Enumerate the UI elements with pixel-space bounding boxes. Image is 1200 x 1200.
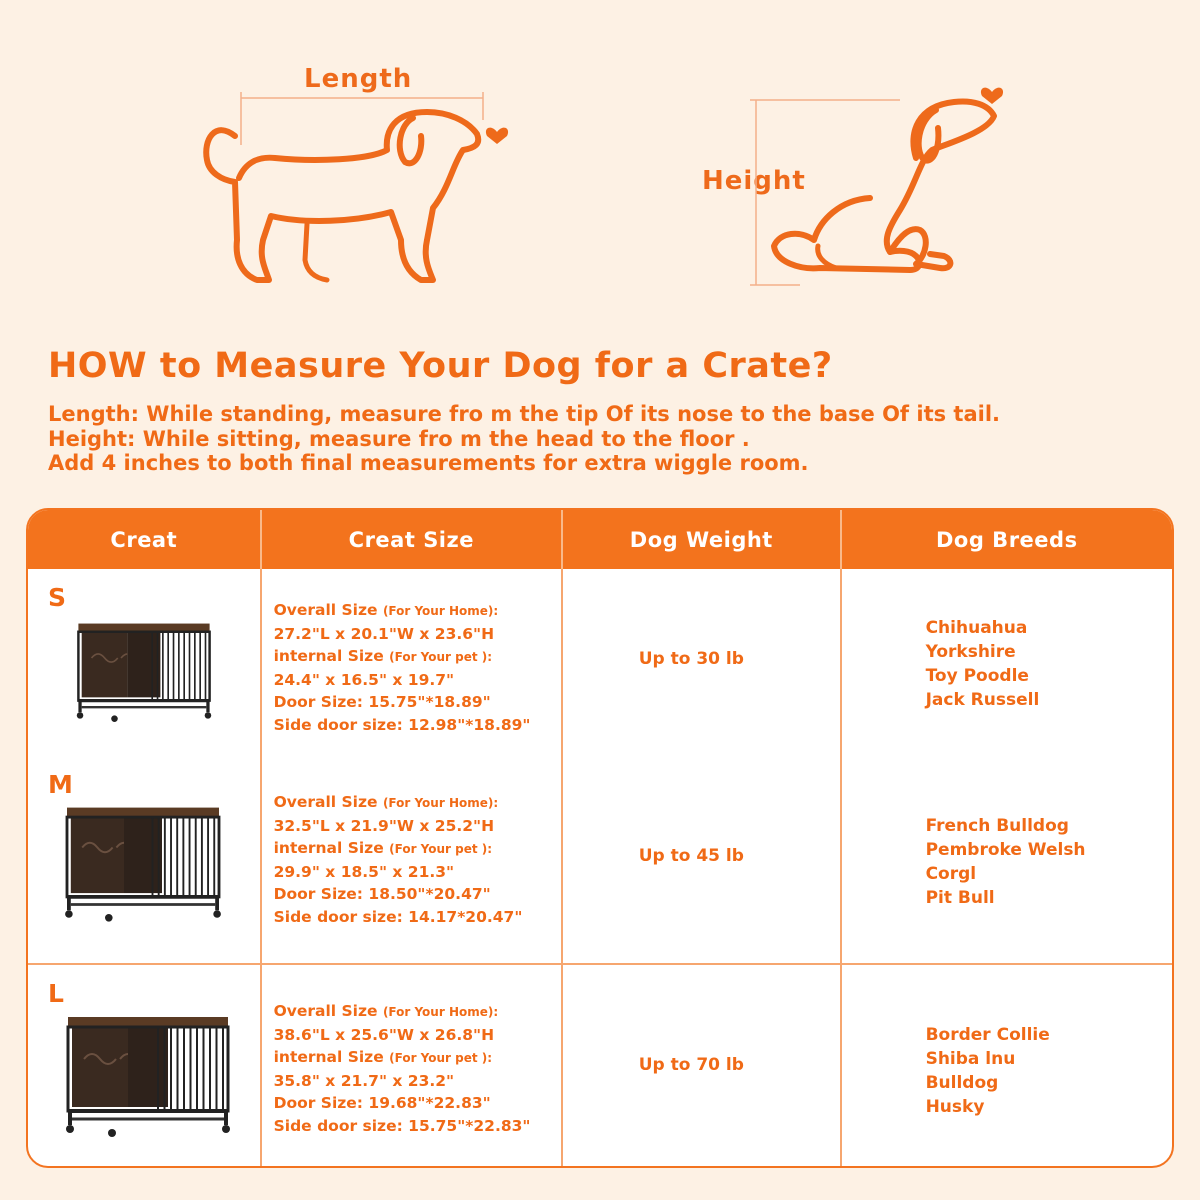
instruction-length: Length: While standing, measure fro m the tip Of its nose to the base Of its tail.	[48, 402, 1001, 426]
dog-weight-cell	[563, 965, 842, 1168]
side-door-size: Side door size: 14.17*20.47"	[273, 907, 523, 926]
breed-item: Bulldog	[925, 1073, 999, 1093]
dog-breeds-cell	[842, 965, 1172, 1168]
internal-size-label: internal Size	[273, 647, 384, 665]
overall-size-label: Overall Size	[273, 1002, 378, 1020]
overall-size-note: (For Your Home):	[382, 1005, 499, 1019]
sitting-dog-icon	[740, 80, 1030, 295]
crate-size-letter: L	[48, 979, 64, 1008]
overall-dims: 38.6"L x 25.6"W x 26.8"H	[273, 1025, 495, 1044]
breed-item: Toy Poodle	[925, 666, 1029, 686]
breed-item: Shiba lnu	[925, 1049, 1016, 1069]
header-dog-breeds: Dog Breeds	[935, 527, 1078, 552]
crate-cell	[28, 569, 262, 756]
dog-weight-cell	[563, 569, 842, 756]
breed-item: Jack Russell	[925, 690, 1040, 710]
crate-spec	[274, 1000, 531, 1137]
crate-furniture-icon	[62, 617, 226, 724]
overall-size-note: (For Your Home):	[382, 604, 499, 618]
breed-item: Husky	[925, 1097, 985, 1117]
dog-breeds-list	[926, 1023, 1050, 1119]
internal-size-note: (For Your pet ):	[389, 650, 493, 664]
breed-item: Border Collie	[925, 1025, 1050, 1045]
side-door-size: Side door size: 15.75"*22.83"	[273, 1116, 531, 1135]
heart-icon	[486, 128, 508, 144]
header-creat: Creat	[28, 510, 262, 569]
dog-weight: Up to 30 lb	[638, 649, 744, 669]
overall-size-note: (For Your Home):	[382, 796, 499, 810]
table-row	[28, 756, 1172, 963]
instruction-extra: Add 4 inches to both final measurements for extra wiggle room.	[48, 451, 809, 475]
overall-dims: 32.5"L x 21.9"W x 25.2"H	[273, 816, 495, 835]
breed-item: Pit Bull	[925, 888, 995, 908]
length-label: Length	[304, 64, 413, 94]
crate-size-cell	[262, 569, 563, 756]
door-size: Door Size: 18.50"*20.47"	[273, 885, 491, 903]
crate-furniture-icon	[48, 800, 238, 924]
internal-dims: 29.9" x 18.5" x 21.3"	[273, 862, 455, 881]
instruction-height: Height: While sitting, measure fro m the head to the floor .	[48, 426, 750, 451]
dog-breeds-cell	[842, 569, 1172, 756]
breed-item: French Bulldog	[925, 816, 1069, 836]
measure-instructions	[48, 402, 1000, 476]
breed-item: Pembroke Welsh	[925, 840, 1086, 860]
door-size: Door Size: 19.68"*22.83"	[273, 1094, 491, 1112]
dog-breeds-list	[926, 814, 1086, 910]
crate-cell	[28, 965, 262, 1168]
crate-furniture-icon	[48, 1009, 248, 1139]
internal-size-note: (For Your pet ):	[389, 842, 493, 856]
internal-size-label: internal Size	[273, 1048, 384, 1066]
dog-breeds-cell	[842, 756, 1172, 963]
dog-weight: Up to 45 lb	[638, 846, 744, 866]
crate-size-cell	[262, 965, 563, 1168]
header-dog-weight: Dog Weight	[563, 510, 842, 569]
dog-weight-cell	[563, 756, 842, 963]
crate-spec	[274, 599, 531, 736]
overall-size-label: Overall Size	[273, 601, 378, 619]
standing-dog-icon	[195, 90, 525, 290]
overall-size-label: Overall Size	[273, 793, 378, 811]
crate-size-letter: S	[48, 583, 67, 612]
table-row	[28, 569, 1172, 756]
page-title: HOW to Measure Your Dog for a Crate?	[48, 346, 833, 386]
internal-size-note: (For Your pet ):	[389, 1051, 493, 1065]
table-row	[28, 963, 1172, 1168]
table-header	[28, 510, 1172, 569]
dog-breeds-list	[926, 616, 1040, 712]
dog-weight: Up to 70 lb	[638, 1055, 744, 1075]
breed-item: Chihuahua	[925, 618, 1028, 638]
overall-dims: 27.2"L x 20.1"W x 23.6"H	[273, 624, 495, 643]
crate-spec	[274, 791, 523, 928]
crate-size-table	[26, 508, 1174, 1168]
door-size: Door Size: 15.75"*18.89"	[273, 693, 491, 711]
internal-dims: 24.4" x 16.5" x 19.7"	[273, 670, 455, 689]
header-creat-size: Creat Size	[262, 510, 563, 569]
crate-cell	[28, 756, 262, 963]
breed-item: Corgl	[925, 864, 977, 884]
breed-item: Yorkshire	[925, 642, 1016, 662]
internal-size-label: internal Size	[273, 839, 384, 857]
crate-size-cell	[262, 756, 563, 963]
heart-icon	[981, 88, 1003, 104]
side-door-size: Side door size: 12.98"*18.89"	[273, 715, 531, 734]
internal-dims: 35.8" x 21.7" x 23.2"	[273, 1071, 455, 1090]
crate-size-letter: M	[48, 770, 73, 799]
height-label: Height	[702, 166, 806, 196]
